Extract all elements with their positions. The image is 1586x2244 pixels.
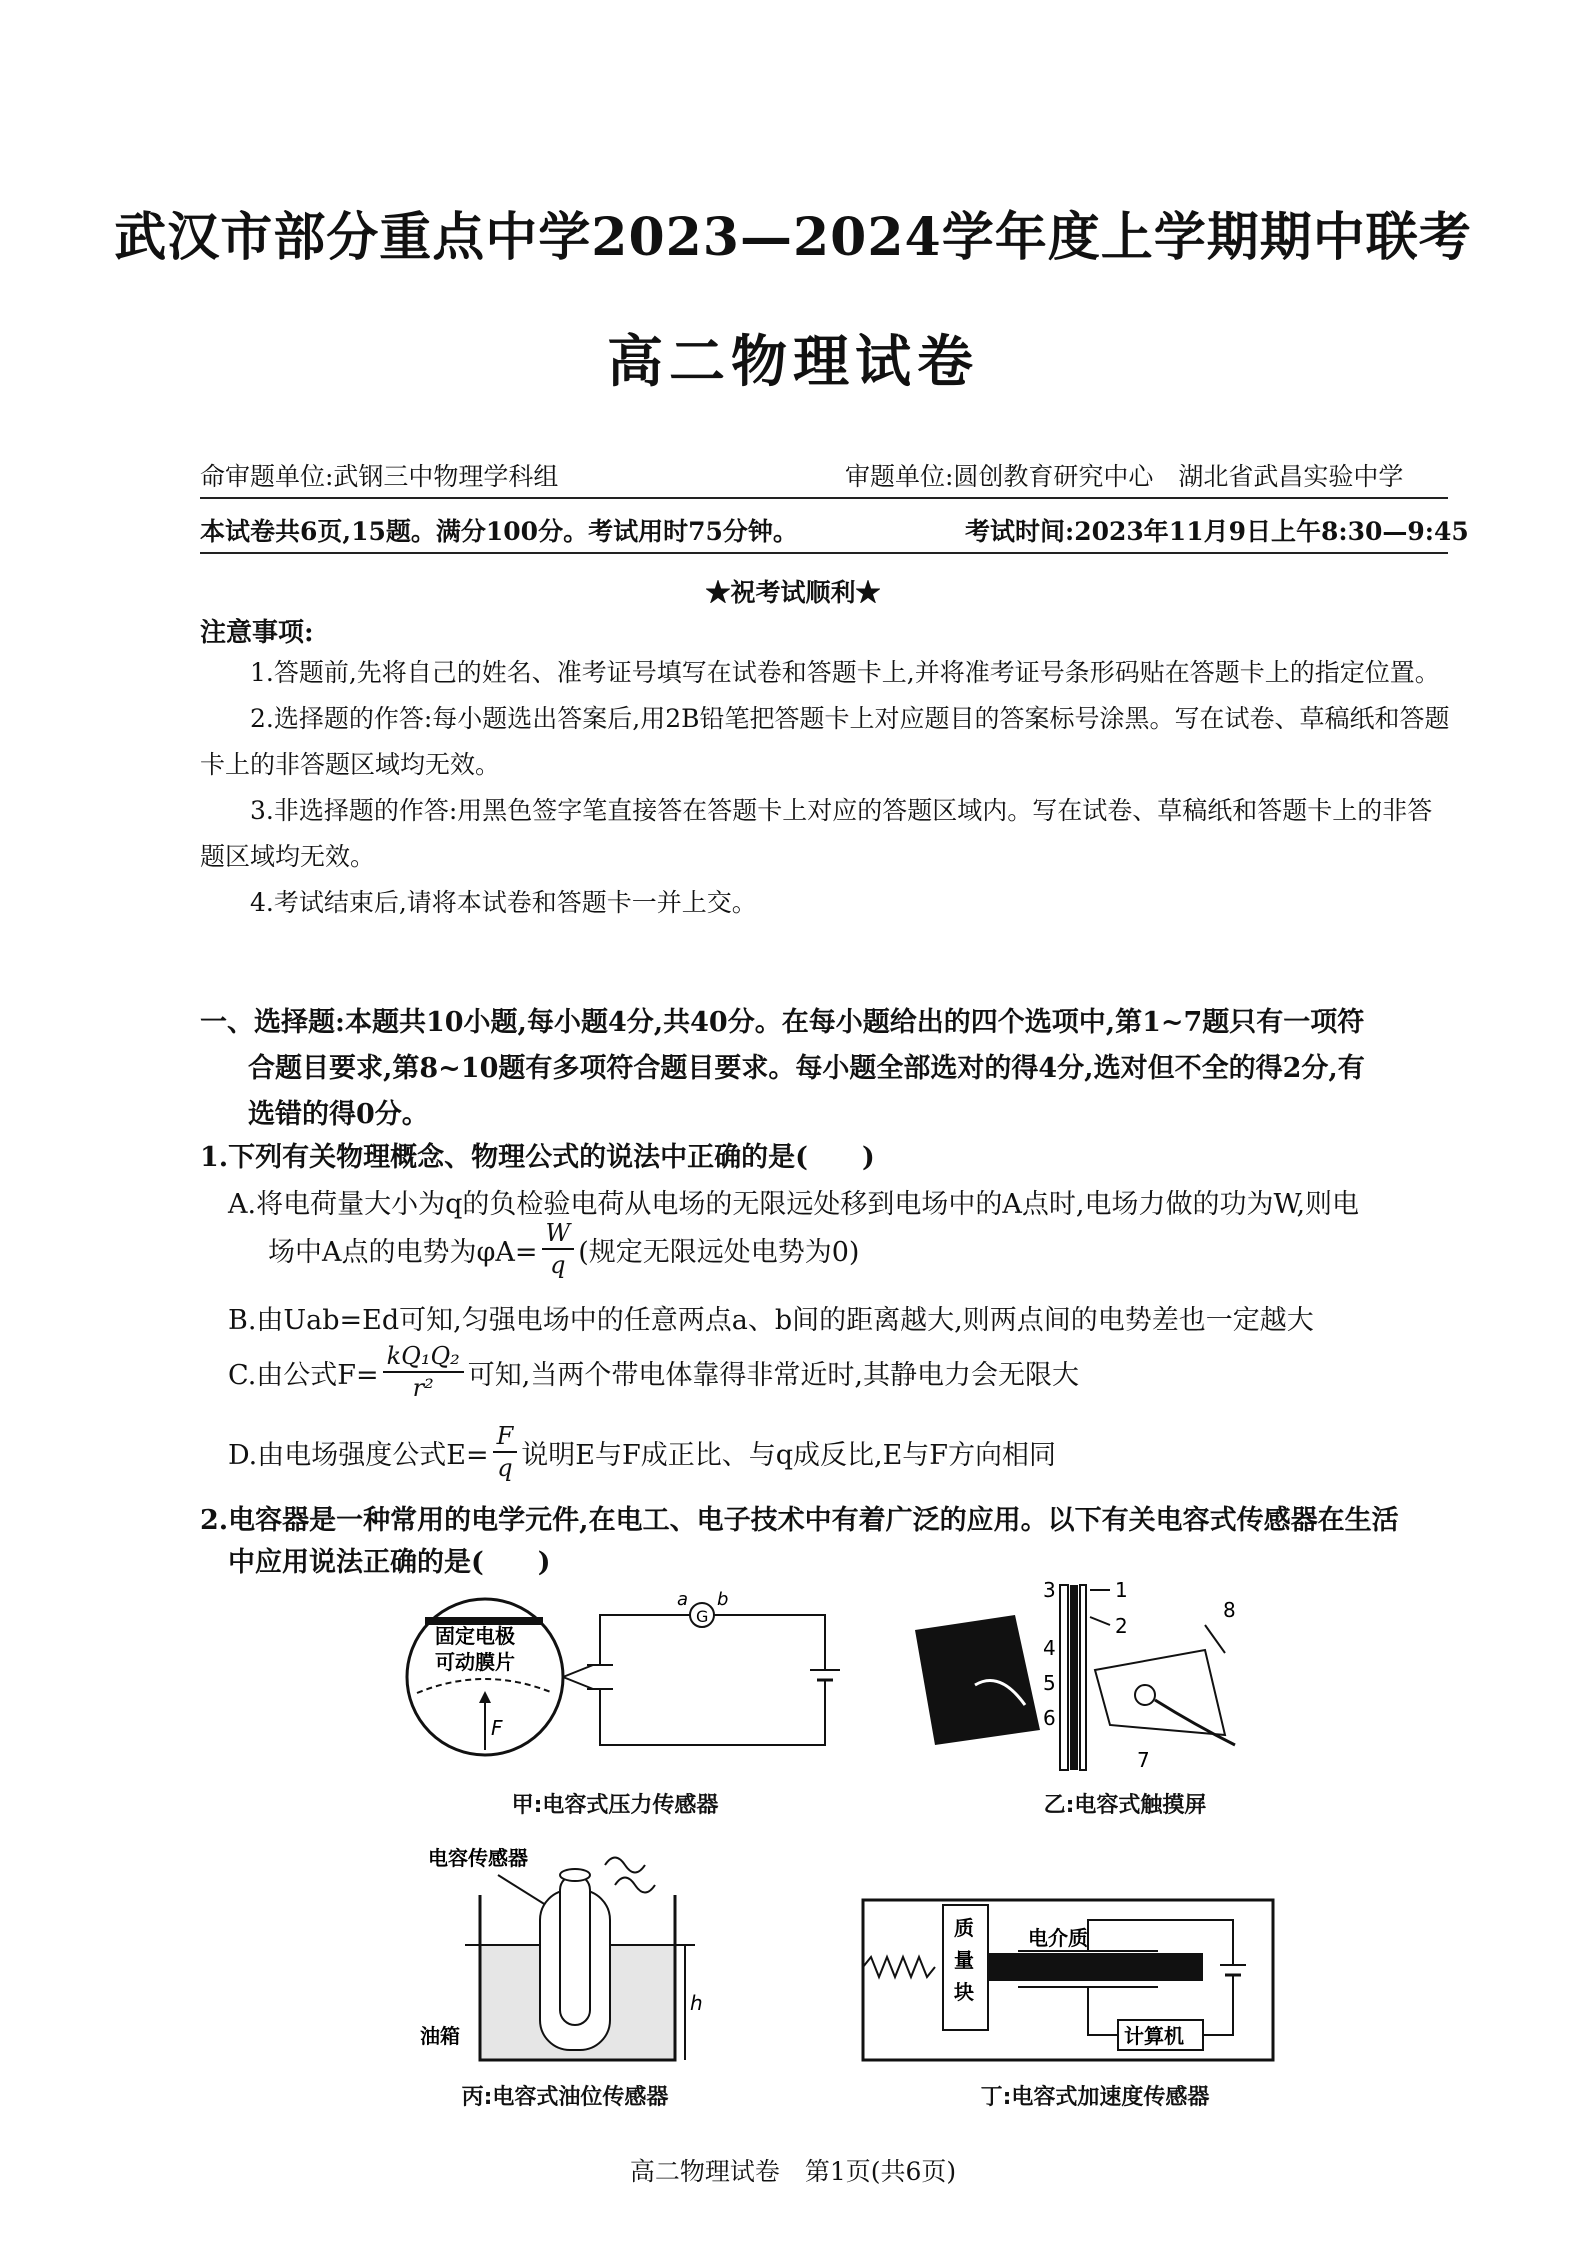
q1-d-numerator: F: [493, 1421, 518, 1453]
q1-a-text-pre: 场中A点的电势为φA=: [268, 1236, 538, 1268]
notice-list: [200, 650, 1450, 926]
q1-option-a-line2: [268, 1216, 859, 1282]
figure-jia-caption: 甲:电容式压力传感器: [511, 1793, 719, 1818]
divider-bottom: [200, 552, 1448, 554]
force-label: F: [491, 1716, 503, 1740]
circuit-wire: [600, 1680, 825, 1745]
pressure-sensor-diagram: [395, 1585, 855, 1785]
q1-c-numerator: kQ₁Q₂: [383, 1341, 464, 1373]
q1-option-d: [228, 1418, 1056, 1486]
section-line: 合题目要求,第8~10题有多项符合题目要求。每小题全部选对的得4分,选对但不全的得2分,有: [248, 1053, 1365, 1084]
inner-electrode: [560, 1875, 590, 2025]
movable-film-label: 可动膜片: [435, 1650, 515, 1674]
dielectric: [988, 1953, 1203, 1981]
q1-d-text-pre: D.由电场强度公式E=: [228, 1439, 489, 1471]
good-luck-banner: ★祝考试顺利★: [705, 578, 881, 607]
notice-item: 1.答题前,先将自己的姓名、准考证号填写在试卷和答题卡上,并将准考证号条形码贴在答题卡上的指定位置。: [250, 658, 1440, 687]
divider-top: [200, 497, 1448, 499]
q1-a-denominator: q: [550, 1251, 566, 1279]
q1-c-fraction: [383, 1341, 464, 1403]
author-unit: 命审题单位:武钢三中物理学科组: [200, 462, 559, 491]
q1-option-b: B.由Uab=Ed可知,匀强电场中的任意两点a、b间的距离越大,则两点间的电势差也一定越大: [228, 1305, 1314, 1336]
pointer-2: [1090, 1617, 1110, 1625]
fixed-electrode-label: 固定电极: [435, 1624, 515, 1648]
zoom-panel: [1095, 1650, 1225, 1735]
layer: [1070, 1585, 1078, 1770]
exam-info: 本试卷共6页,15题。满分100分。考试用时75分钟。: [200, 517, 798, 546]
terminal-a-label: a: [677, 1589, 689, 1610]
q1-c-denominator: r²: [412, 1374, 434, 1402]
label-5: 5: [1043, 1671, 1056, 1695]
galvanometer-label: G: [696, 1607, 709, 1626]
label-7: 7: [1137, 1748, 1150, 1772]
figure-bing: [410, 1835, 710, 2075]
wire: [605, 1858, 645, 1873]
figure-yi-caption: 乙:电容式触摸屏: [1043, 1793, 1207, 1818]
q1-c-text-post: 可知,当两个带电体靠得非常近时,其静电力会无限大: [467, 1359, 1079, 1391]
q1-d-fraction: [493, 1421, 518, 1483]
question-2-line2: 中应用说法正确的是( ): [228, 1547, 551, 1578]
q1-d-denominator: q: [497, 1454, 513, 1482]
notice-title: 注意事项:: [200, 618, 314, 648]
exam-title: 武汉市部分重点中学2023—2024学年度上学期期中联考: [114, 207, 1472, 268]
q1-a-fraction: [542, 1218, 575, 1280]
wire: [615, 1878, 655, 1893]
layer: [1080, 1585, 1086, 1770]
q1-a-numerator: W: [542, 1218, 575, 1250]
electrode-top: [560, 1869, 590, 1881]
circuit-wire: [714, 1615, 825, 1670]
q1-option-a-line1: A.将电荷量大小为q的负检验电荷从电场的无限远处移到电场中的A点时,电场力做的功为W,则电: [228, 1189, 1360, 1220]
label-8: 8: [1223, 1598, 1236, 1622]
circuit-wire: [600, 1615, 690, 1665]
touchscreen-diagram: [905, 1575, 1265, 1790]
q1-d-text-post: 说明E与F成正比、与q成反比,E与F方向相同: [521, 1439, 1057, 1471]
section-line: 一、选择题:本题共10小题,每小题4分,共40分。在每小题给出的四个选项中,第1~7题只有一项符: [200, 1007, 1365, 1038]
layer: [1060, 1585, 1068, 1770]
review-unit: 审题单位:圆创教育研究中心 湖北省武昌实验中学: [845, 462, 1404, 491]
movable-film: [417, 1679, 553, 1693]
label-6: 6: [1043, 1706, 1056, 1730]
question-2-line1: 2.电容器是一种常用的电学元件,在电工、电子技术中有着广泛的应用。以下有关电容式传感器在生活: [200, 1505, 1399, 1536]
sensor-label: 电容传感器: [428, 1846, 528, 1870]
figure-jia: [395, 1585, 855, 1785]
q1-a-text-post: (规定无限远处电势为0): [578, 1236, 860, 1268]
acceleration-sensor-diagram: [858, 1895, 1278, 2070]
notice-item: 3.非选择题的作答:用黑色签字笔直接答在答题卡上对应的答题区域内。写在试卷、草稿纸和答题卡上的非答题区域均无效。: [200, 796, 1433, 871]
label-3: 3: [1043, 1578, 1056, 1602]
pointer-line: [563, 1677, 593, 1689]
circuit-wire: [1088, 1987, 1118, 2035]
notice-item: 4.考试结束后,请将本试卷和答题卡一并上交。: [250, 888, 757, 917]
circuit-wire: [1203, 1975, 1233, 2035]
computer-label: 计算机: [1124, 2024, 1184, 2048]
figure-ding-caption: 丁:电容式加速度传感器: [980, 2085, 1210, 2110]
mass-label-1: 质: [954, 1916, 974, 1940]
pointer-8: [1205, 1625, 1225, 1653]
terminal-b-label: b: [717, 1589, 729, 1610]
height-label: h: [690, 1991, 703, 2015]
touch-point: [1135, 1685, 1155, 1705]
section-choice-header: [200, 1000, 1460, 1138]
exam-subtitle: 高二物理试卷: [607, 329, 979, 395]
label-2: 2: [1115, 1614, 1128, 1638]
mass-label-2: 量: [954, 1948, 974, 1972]
label-1: 1: [1115, 1578, 1128, 1602]
exam-time: 考试时间:2023年11月9日上午8:30—9:45: [965, 517, 1469, 546]
force-arrowhead: [479, 1691, 491, 1703]
figure-yi: [905, 1575, 1265, 1790]
q1-c-text-pre: C.由公式F=: [228, 1359, 379, 1391]
label-4: 4: [1043, 1636, 1056, 1660]
touch-screen-panel: [915, 1615, 1040, 1745]
q1-option-c: [228, 1338, 1079, 1406]
question-1-stem: 1.下列有关物理概念、物理公式的说法中正确的是( ): [200, 1142, 875, 1173]
notice-item: 2.选择题的作答:每小题选出答案后,用2B铅笔把答题卡上对应题目的答案标号涂黑。写在试卷、草稿纸和答题卡上的非答题区域均无效。: [200, 704, 1450, 779]
figure-ding: [858, 1895, 1278, 2070]
mass-label-3: 块: [954, 1980, 974, 2004]
figure-bing-caption: 丙:电容式油位传感器: [461, 2085, 669, 2110]
section-line: 选错的得0分。: [248, 1099, 429, 1130]
tank-label: 油箱: [420, 2024, 460, 2048]
oil-level-sensor-diagram: [410, 1835, 710, 2075]
pointer-line: [563, 1665, 593, 1677]
spring: [863, 1957, 935, 1977]
page-footer: 高二物理试卷 第1页(共6页): [629, 2157, 957, 2186]
dielectric-label: 电介质: [1028, 1926, 1088, 1950]
